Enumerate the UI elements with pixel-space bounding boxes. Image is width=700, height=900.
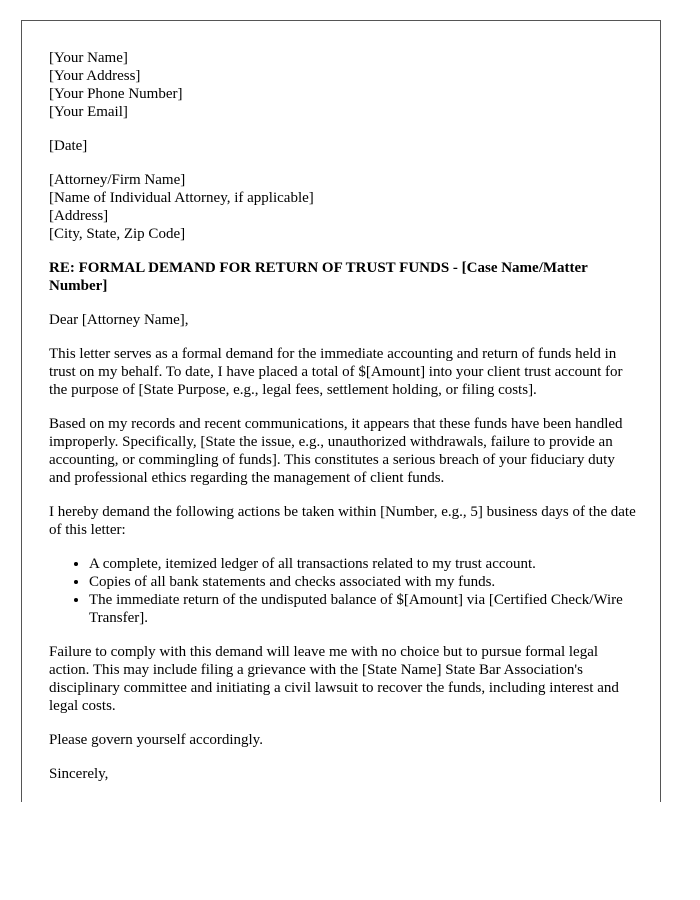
- salutation: Dear [Attorney Name],: [49, 312, 189, 328]
- sender-address: [Your Address]: [49, 68, 141, 84]
- subject-line: RE: FORMAL DEMAND FOR RETURN OF TRUST FUNDS - [Case Name/Matter Number]: [49, 260, 588, 294]
- final-line: Please govern yourself accordingly.: [49, 732, 263, 748]
- paragraph-demand: I hereby demand the following actions be taken within [Number, e.g., 5] business days of the date of this letter:: [49, 504, 636, 538]
- letter-date: [Date]: [49, 138, 88, 154]
- recipient-block: [49, 171, 639, 243]
- letter-body: [49, 49, 639, 799]
- letter-page: [21, 20, 661, 802]
- date-block: [49, 137, 639, 155]
- paragraph-consequences: Failure to comply with this demand will leave me with no choice but to pursue formal legal action. This may include filing a grievance with the [State Name] State Bar Association's disciplinary committee and initiating a civil lawsuit to recover the funds, including interest and legal costs.: [49, 644, 619, 714]
- recipient-individual: [Name of Individual Attorney, if applicable]: [49, 190, 314, 206]
- recipient-city-state-zip: [City, State, Zip Code]: [49, 226, 186, 242]
- recipient-address: [Address]: [49, 208, 109, 224]
- sender-email: [Your Email]: [49, 104, 128, 120]
- sender-phone: [Your Phone Number]: [49, 86, 183, 102]
- sender-name: [Your Name]: [49, 50, 128, 66]
- paragraph-issue: Based on my records and recent communications, it appears that these funds have been handled improperly. Specifically, [State the issue, e.g., unauthorized withdrawals, failure to provide an accounting, or commingling of funds]. This constitutes a serious breach of your fiduciary duty and professional ethics regarding the management of client funds.: [49, 416, 623, 486]
- signoff: Sincerely,: [49, 766, 109, 782]
- demand-list: [49, 555, 639, 627]
- sender-block: [49, 49, 639, 121]
- demand-item-return: • The immediate return of the undisputed balance of $[Amount] via [Certified Check/Wire Transfer].: [89, 591, 639, 627]
- recipient-firm: [Attorney/Firm Name]: [49, 172, 186, 188]
- demand-item-ledger: • A complete, itemized ledger of all transactions related to my trust account.: [89, 555, 639, 573]
- paragraph-intro: This letter serves as a formal demand for the immediate accounting and return of funds held in trust on my behalf. To date, I have placed a total of $[Amount] into your client trust account for the purpose of [State Purpose, e.g., legal fees, settlement holding, or filing costs].: [49, 346, 623, 398]
- demand-item-statements: • Copies of all bank statements and checks associated with my funds.: [89, 573, 639, 591]
